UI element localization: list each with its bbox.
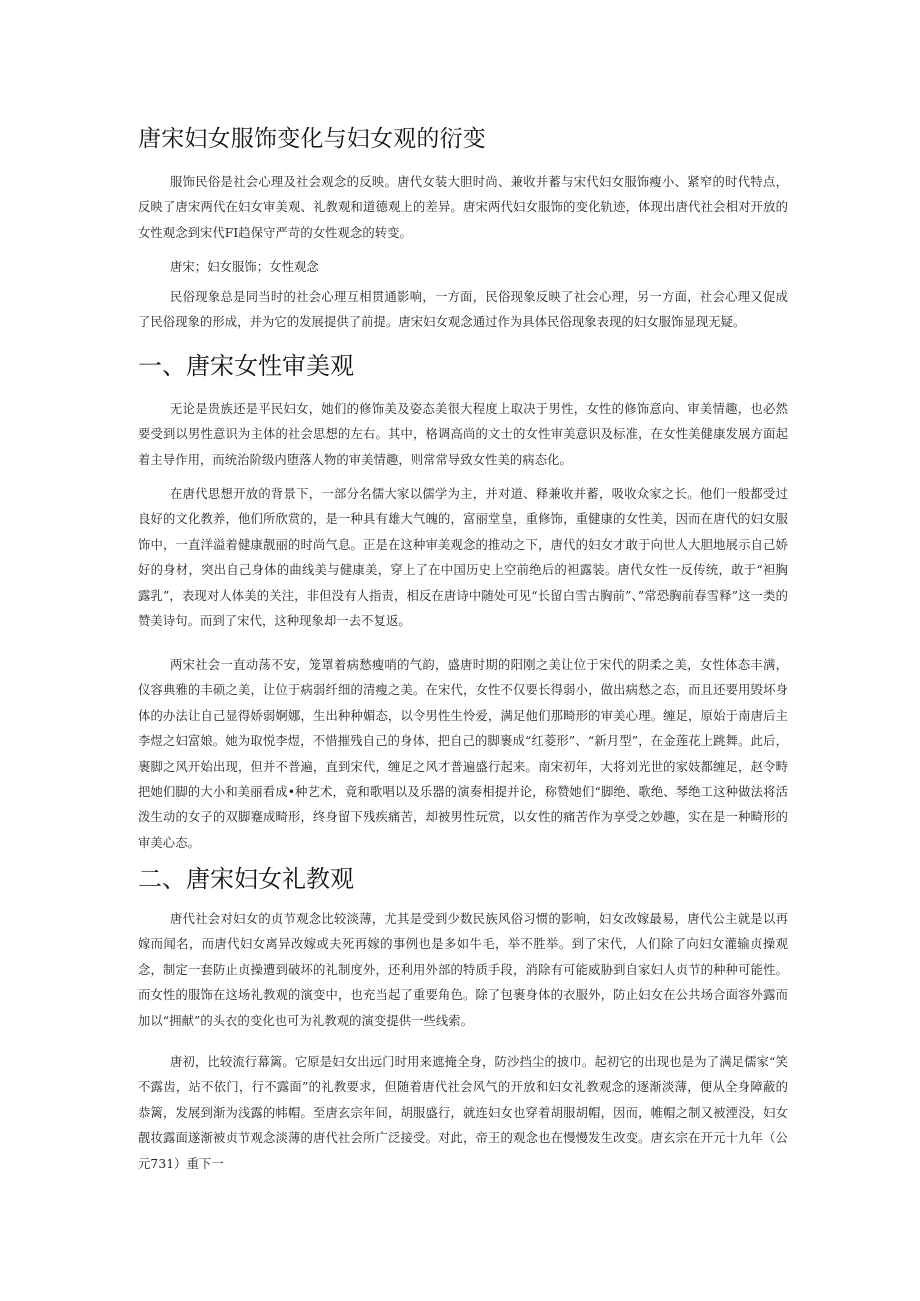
section-1-paragraph: 两宋社会一直动荡不安，笼罩着病愁瘦哨的气韵，盛唐时期的阳刚之美让位于宋代的阴柔之美，女性体态丰满，仪容典雅的丰硕之美，让位于病弱纤细的清瘦之美。在宋代，女性不仅要长得弱小，做出病愁之态，而且还要用毁坏身体的办法让自己显得娇弱婀娜，生出种种媚态，以令男性生怜爱，满足他们那畸形的审美心理。缠足，原始于南唐后主李煜之妇富娘。她为取悦李煜，不惜摧残自己的身体，把自己的脚裹成“红菱形”、“新月型”，在金莲花上跳舞。此后，裹脚之风开始出现，但并不普遍，直到宋代，缠足之风才普遍盛行起来。南宋初年，大将刘光世的家妓都缠足，赵令畤把她们脚的大小和美丽看成•种艺术，竟和歌唱以及乐器的演奏相提并论，称赞她们“脚绝、歌绝、琴绝工这种做法将活泼生动的女子的双脚蹇成畸形，终身留下残疾痛苦，却被男性玩赏，以女性的痛苦作为享受之妙趣，实在是一种畸形的审美心态。 [138,658,788,850]
section-1-heading: 一、唐宋女性审美观 [138,352,354,380]
abstract-paragraph: 服饰民俗是社会心理及社会观念的反映。唐代女装大胆时尚、兼收并蓄与宋代妇女服饰瘦小、紧窄的时代特点，反映了唐宋两代在妇女审美观、礼教观和道德观上的差异。唐宋两代妇女服饰的变化轨迹，体现出唐代社会相对开放的女性观念到宋代FI趋保守严苛的女性观念的转变。 [138,175,788,240]
section-2-paragraph: 唐代社会对妇女的贞节观念比较淡薄，尤其是受到少数民族风俗习惯的影响，妇女改嫁最易，唐代公主就是以再嫁而闻名，而唐代妇女离异改嫁或夫死再嫁的事例也是多如牛毛，举不胜举。到了宋代，人们除了向妇女灌输贞操观念，制定一套防止贞操遭到破坏的礼制度外，还利用外部的特质手段，消除有可能威胁到自家妇人贞节的种种可能性。而女性的服饰在这场礼教观的演变中，也充当起了重要角色。除了包裹身体的衣服外，防止妇女在公共场合面容外露而加以“拥献”的头衣的变化也可为礼教观的演变提供一些线索。 [138,912,788,1028]
section-2-paragraph: 唐初，比较流行幕篱。它原是妇女出远门时用来遮掩全身，防沙挡尘的披巾。起初它的出现也是为了满足儒家“笑不露齿，站不依门，行不露面”的礼教要求，但随着唐代社会风气的开放和妇女礼教观念的逐渐淡薄，便从全身障蔽的恭篱，发展到渐为浅露的帏帽。至唐玄宗年间，胡服盛行，就连妇女也穿着胡服胡帽，因而，帷帽之制又被湮没，妇女靓妆露面遂渐被贞节观念淡薄的唐代社会所广泛接受。对此，帝王的观念也在慢慢发生改变。唐玄宗在开元十九年（公元731）重下一 [138,1055,788,1171]
document-title: 唐宋妇女服饰变化与妇女观的衍变 [138,126,486,152]
section-1-paragraph: 在唐代思想开放的背景下，一部分名儒大家以儒学为主，并对道、释兼收并蓄，吸收众家之长。他们一般都受过良好的文化教养，他们所欣赏的，是一种具有雄大气魄的，富丽堂皇，重修饰，重健康的女性美，因而在唐代的妇女服饰中，一直洋溢着健康靓丽的时尚气息。正是在这种审美观念的推动之下，唐代的妇女才敢于向世人大胆地展示自己娇好的身材，突出自己身体的曲线美与健康美，穿上了在中国历史上空前绝后的袒露装。唐代女性一反传统，敢于“袒胸露乳”，表现对人体美的关注，非但没有人指责，相反在唐诗中随处可见“长留白雪古胸前”、”常恐胸前春雪释”这一类的赞美诗句。而到了宋代，这种现象却一去不复返。 [138,487,788,629]
section-2-heading: 二、唐宋妇女礼教观 [138,865,354,893]
section-1-paragraph: 无论是贵族还是平民妇女，她们的修饰美及姿态美很大程度上取决于男性，女性的修饰意向、审美情趣，也必然要受到以男性意识为主体的社会思想的左右。其中，格调高尚的文士的女性审美意识及标准，在女性美健康发展方面起着主导作用，而统治阶级内堕落人物的审美情趣，则常常导致女性美的病态化。 [138,402,788,467]
intro-paragraph: 民俗现象总是同当时的社会心理互相贯通影响，一方面，民俗现象反映了社会心理，另一方面，社会心理又促成了民俗现象的形成，并为它的发展提供了前提。唐宋妇女观念通过作为具体民俗现象表现的妇女服饰显现无疑。 [138,290,788,330]
keywords-line: 唐宋；妇女服饰；女性观念 [170,260,319,274]
